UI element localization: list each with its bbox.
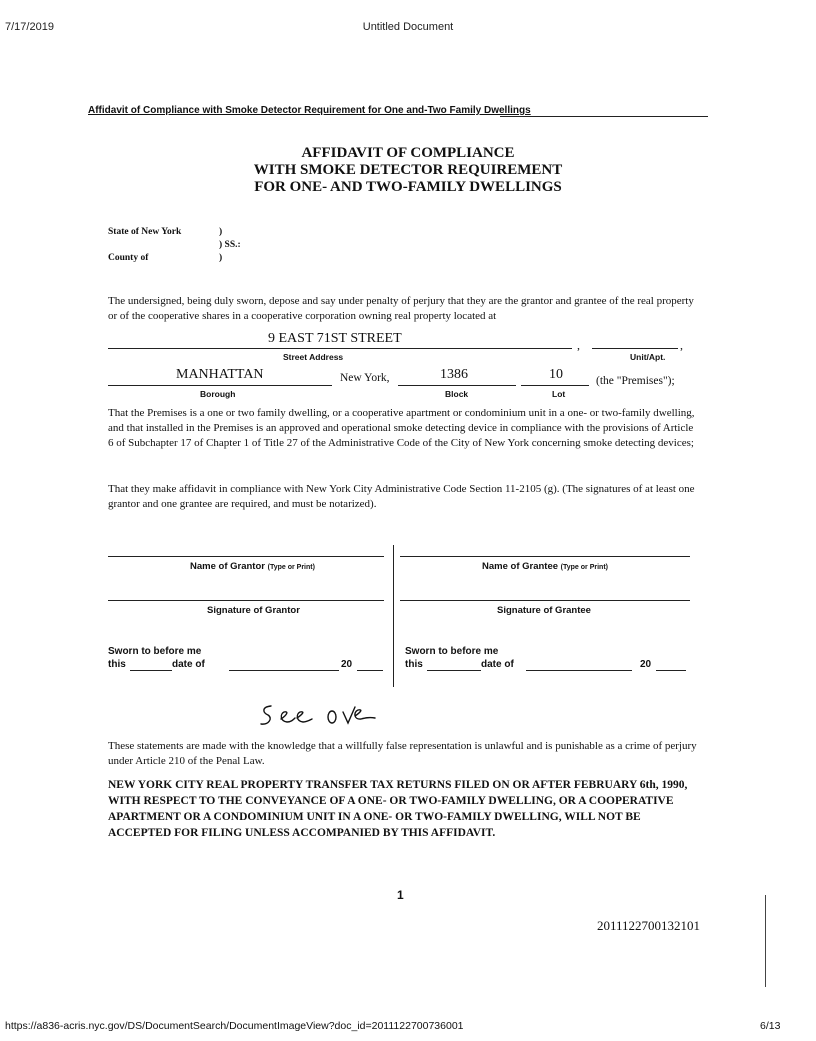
grantee-sworn-date-of: date of — [481, 659, 514, 670]
signature-divider — [393, 545, 394, 687]
grantee-sworn-line: Sworn to before me — [405, 646, 499, 657]
grantor-sworn-this: this — [108, 659, 126, 670]
grantor-name-label-text: Name of Grantor — [190, 561, 265, 572]
lot-caption: Lot — [552, 389, 566, 399]
title-line-1: AFFIDAVIT OF COMPLIANCE — [301, 145, 515, 161]
borough-value: MANHATTAN — [176, 367, 264, 382]
venue-paren-3: ) — [219, 253, 223, 263]
grantor-day-line — [130, 670, 172, 671]
grantee-name-label-text: Name of Grantee — [482, 561, 559, 572]
perjury-statement: These statements are made with the knowledge that a willfully false representation is unlawful and is punishable as a crime of perjury under Article 210 of the Penal Law. — [108, 740, 697, 767]
grantee-signature-label: Signature of Grantee — [497, 605, 591, 616]
county-label: County of — [108, 253, 149, 263]
grantor-name-line — [108, 556, 384, 557]
filing-warning: NEW YORK CITY REAL PROPERTY TRANSFER TAX RETURNS FILED ON OR AFTER FEBRUARY 6th, 1990, WITH RESPECT TO THE CONVEYANCE OF A ONE- OR TWO-FAMILY DWELLING, OR A COOPERATIVE APARTMENT OR A CONDOMINIUM UNIT IN A ONE- OR TWO-FAMILY DWELLING, WILL NOT BE ACCEPTED FOR FILING UNLESS ACCOMPANIED BY THIS AFFIDAVIT. — [108, 779, 688, 839]
premises-text: (the "Premises"); — [596, 375, 675, 387]
title-line-2: WITH SMOKE DETECTOR REQUIREMENT — [253, 162, 563, 178]
block-caption: Block — [445, 389, 469, 399]
grantor-sworn-20: 20 — [341, 659, 353, 670]
borough-caption: Borough — [200, 389, 236, 399]
grantor-signature-line — [108, 600, 384, 601]
page-number: 1 — [397, 888, 404, 902]
handwritten-see-over — [255, 700, 380, 730]
scan-edge-mark — [765, 895, 766, 987]
print-page-count: 6/13 — [760, 1020, 781, 1032]
street-address-value: 9 EAST 71ST STREET — [268, 331, 402, 346]
running-header: Affidavit of Compliance with Smoke Detector Requirement for One and-Two Family Dwellings — [88, 105, 531, 116]
compliance-paragraph: That the Premises is a one or two family dwelling, or a cooperative apartment or condominium unit in a one- or two-family dwelling, and that installed in the Premises is an approved and operational smoke detecting device in compliance with the provisions of Article 6 of Subchapter 17 of Chapter 1 of Title 27 of the Administrative Code of the City of New York concerning smoke detecting devices; — [108, 407, 695, 449]
grantee-sworn-this: this — [405, 659, 423, 670]
block-value: 1386 — [440, 367, 468, 382]
grantee-sworn-20: 20 — [640, 659, 652, 670]
grantor-year-line — [357, 670, 383, 671]
grantee-name-label — [482, 561, 608, 572]
running-header-rule — [500, 116, 708, 117]
address-comma-2: , — [680, 338, 683, 352]
address-comma-1: , — [577, 338, 580, 352]
handwritten-note — [255, 700, 380, 735]
grantor-month-line — [229, 670, 339, 671]
grantor-name-hint: (Type or Print) — [267, 564, 315, 571]
print-page-title: Untitled Document — [362, 21, 454, 33]
block-line — [398, 385, 516, 386]
venue-ss: ) SS.: — [219, 240, 241, 250]
unit-caption: Unit/Apt. — [630, 352, 666, 362]
print-url: https://a836-acris.nyc.gov/DS/DocumentSearch/DocumentImageView?doc_id=2011122700736001 — [5, 1020, 464, 1032]
lot-value: 10 — [549, 367, 563, 382]
title-line-3: FOR ONE- AND TWO-FAMILY DWELLINGS — [254, 179, 562, 195]
venue-paren-1: ) — [219, 227, 223, 237]
street-address-line — [108, 348, 572, 349]
document-id: 2011122700132101 — [597, 918, 701, 933]
grantee-year-line — [656, 670, 686, 671]
grantee-month-line — [526, 670, 632, 671]
grantor-sworn-line: Sworn to before me — [108, 646, 202, 657]
lot-line — [521, 385, 589, 386]
grantee-name-hint: (Type or Print) — [560, 564, 608, 571]
borough-line — [108, 385, 332, 386]
grantee-day-line — [427, 670, 481, 671]
print-date: 7/17/2019 — [5, 21, 54, 33]
grantor-name-label — [190, 561, 315, 572]
affidavit-paragraph: That they make affidavit in compliance with New York City Administrative Code Section 11-2105 (g). (The signatures of at least one grantor and one grantee are required, and must be notarized). — [108, 483, 695, 510]
grantor-sworn-date-of: date of — [172, 659, 205, 670]
unit-line — [592, 348, 678, 349]
state-text: New York, — [340, 372, 390, 384]
street-address-caption: Street Address — [283, 352, 344, 362]
intro-paragraph: The undersigned, being duly sworn, depose and say under penalty of perjury that they are the grantor and grantee of the real property or of the cooperative shares in a cooperative corporation owning real property located at — [108, 295, 694, 322]
grantee-signature-line — [400, 600, 690, 601]
grantee-name-line — [400, 556, 690, 557]
document-title — [0, 145, 816, 196]
grantor-signature-label: Signature of Grantor — [207, 605, 300, 616]
state-label: State of New York — [108, 227, 182, 237]
